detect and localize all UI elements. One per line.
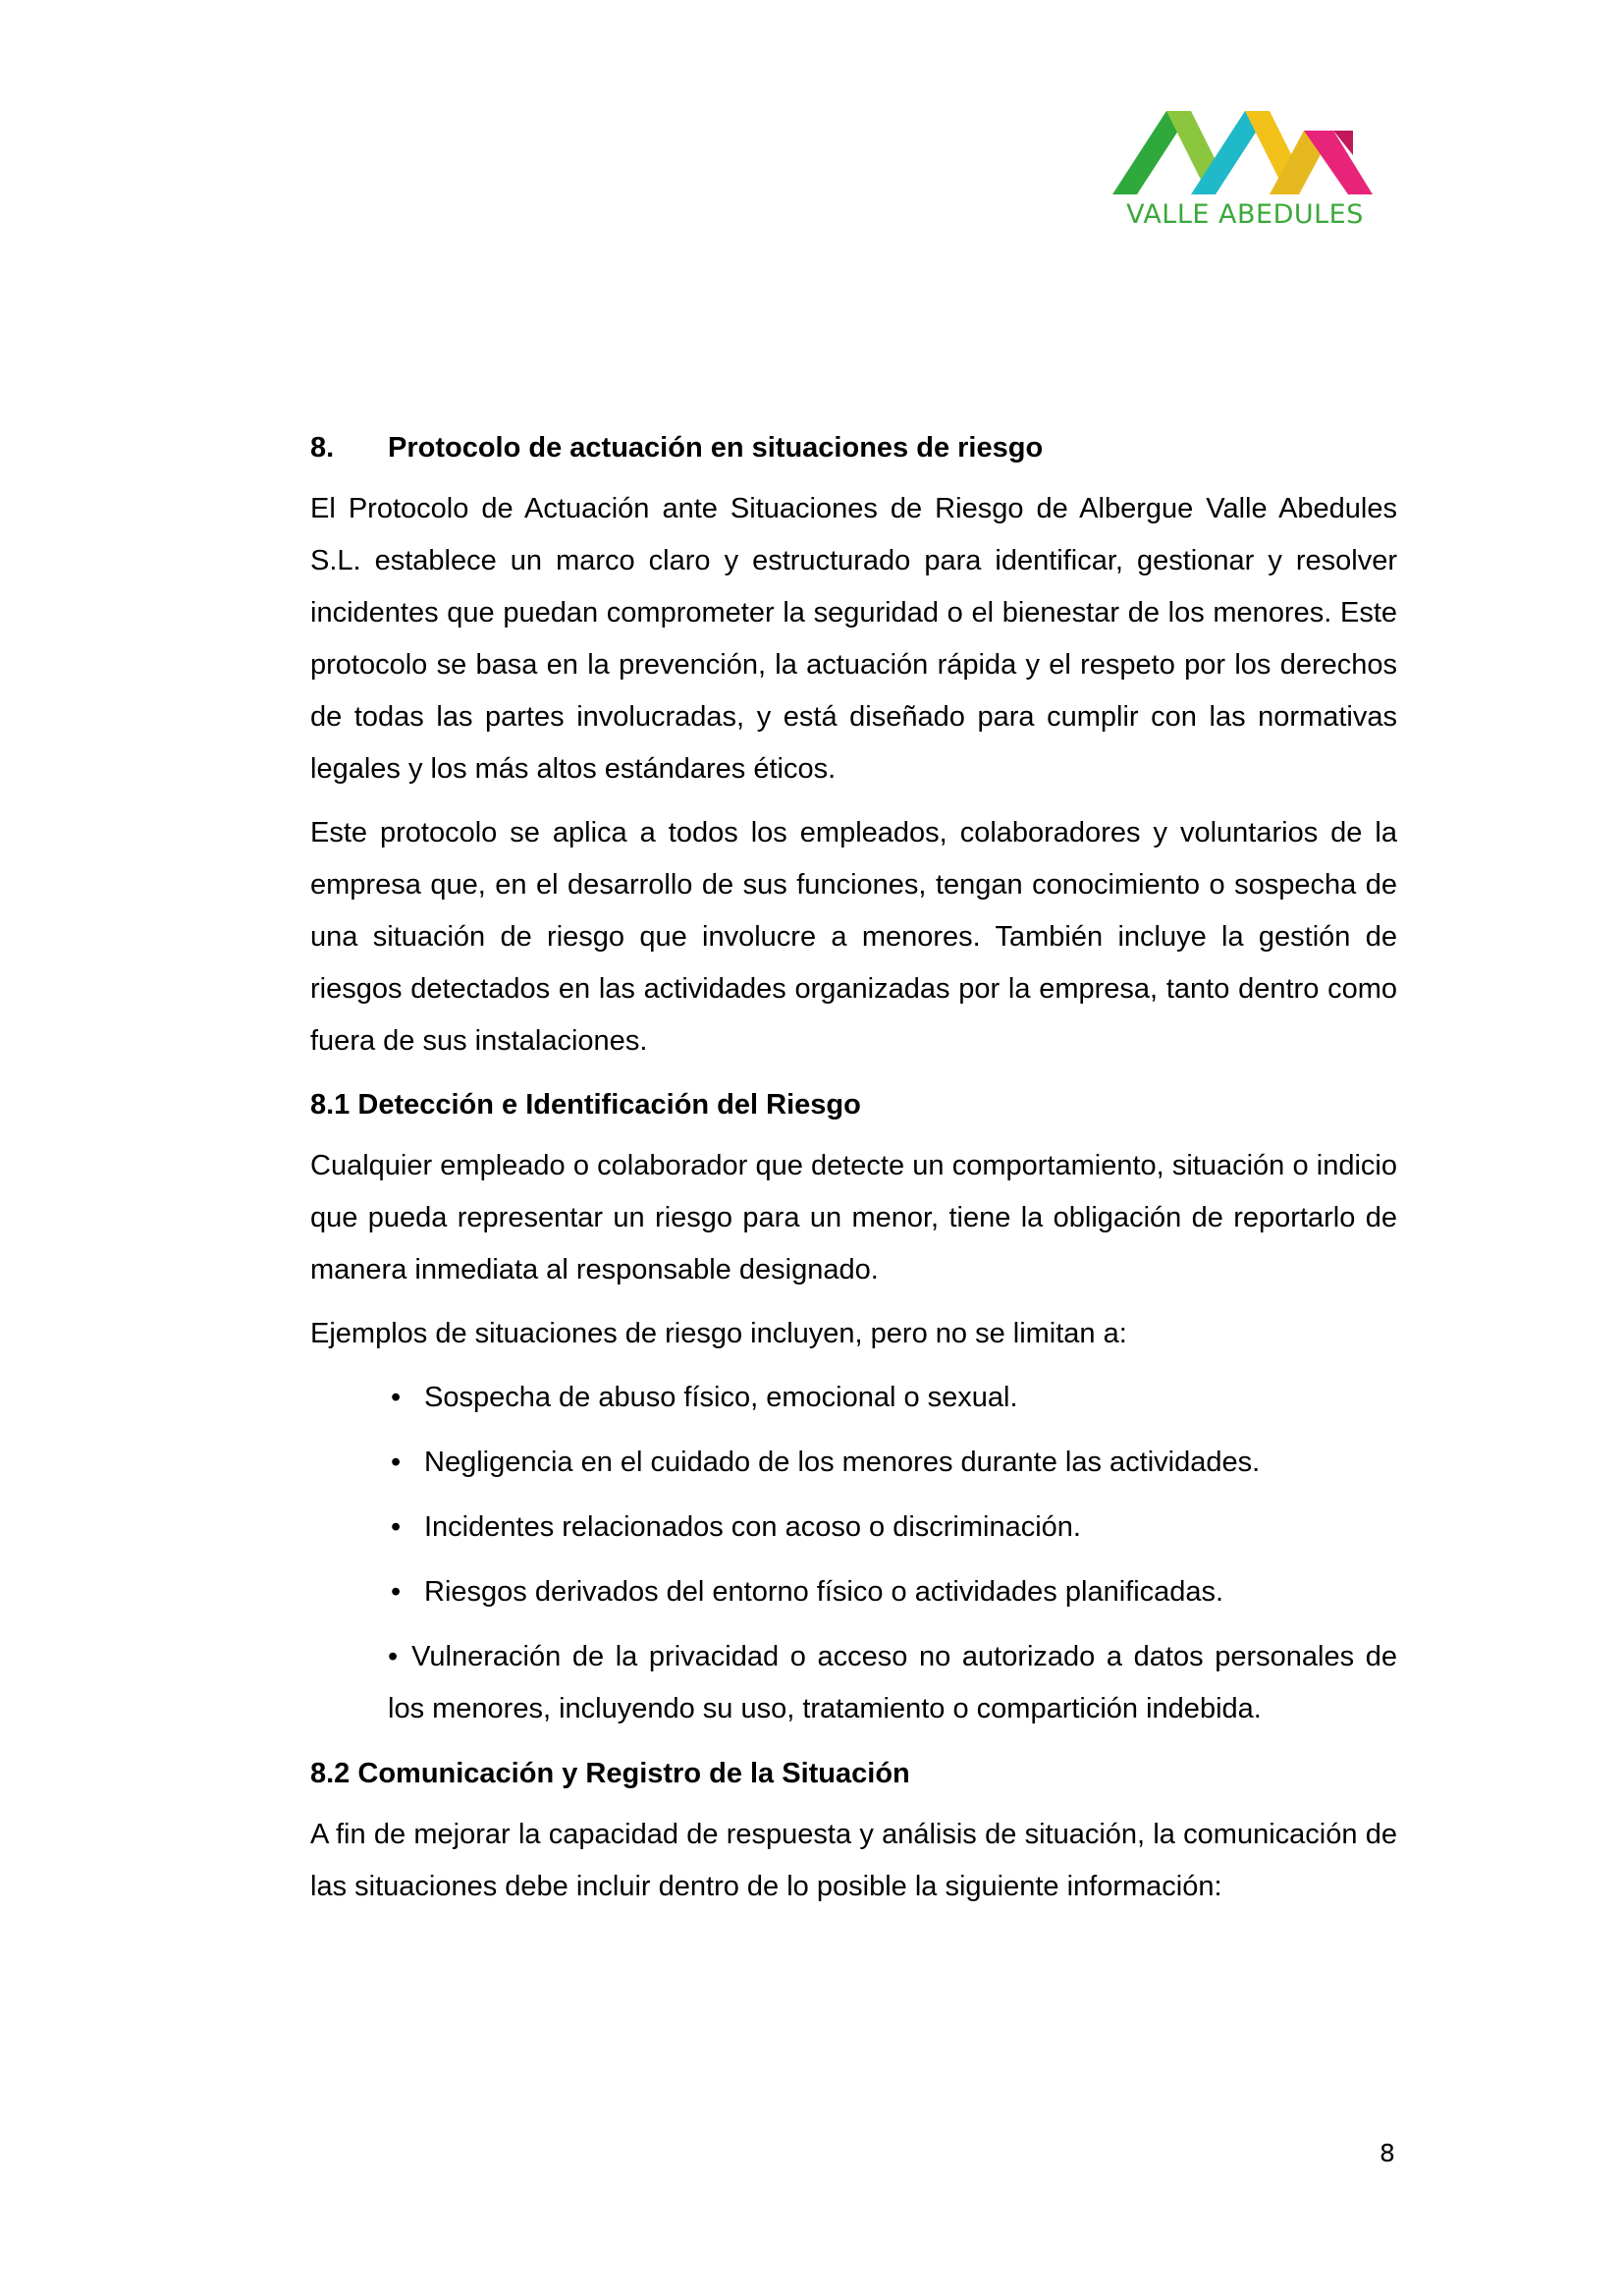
subsection-heading: 8.2 Comunicación y Registro de la Situación [310, 1758, 910, 1789]
list-item: • Sospecha de abuso físico, emocional o sexual. [310, 1372, 1397, 1424]
company-logo [1098, 101, 1392, 239]
subsection-heading: 8.1 Detección e Identificación del Riesgo [310, 1089, 861, 1121]
paragraph: El Protocolo de Actuación ante Situaciones de Riesgo de Albergue Valle Abedules S.L. establece un marco claro y estructurado para identificar, gestionar y resolver incidentes que puedan comprometer la seguridad o el bienestar de los menores. Este protocolo se basa en la prevención, la actuación rápida y el respeto por los derechos de todas las partes involucradas, y está diseñado para cumplir con las normativas legales y los más altos estándares éticos. [310, 493, 1397, 785]
bullet-icon: • [391, 1511, 402, 1543]
paragraph: Cualquier empleado o colaborador que detecte un comportamiento, situación o indicio que pueda representar un riesgo para un menor, tiene la obligación de reportarlo de manera inmediata al responsable designado. [310, 1150, 1397, 1285]
bullet-icon: • [391, 1576, 402, 1608]
logo-mountains-icon [1098, 101, 1392, 199]
risk-examples-list [310, 1372, 1397, 1735]
page-number: 8 [1380, 2139, 1395, 2167]
paragraph: Ejemplos de situaciones de riesgo incluyen, pero no se limitan a: [310, 1318, 1127, 1349]
logo-text: VALLE ABEDULES [1126, 199, 1364, 230]
list-item: • Vulneración de la privacidad o acceso no autorizado a datos personales de los menores, incluyendo su uso, tratamiento o compartición indebida. [388, 1641, 1397, 1724]
document-body [310, 422, 1397, 1925]
list-item: • Incidentes relacionados con acoso o discriminación. [310, 1502, 1397, 1554]
list-item: • Negligencia en el cuidado de los menores durante las actividades. [310, 1437, 1397, 1489]
list-item: • Riesgos derivados del entorno físico o actividades planificadas. [310, 1566, 1397, 1618]
bullet-icon: • [391, 1382, 402, 1413]
section-heading [310, 422, 1397, 474]
paragraph: Este protocolo se aplica a todos los empleados, colaboradores y voluntarios de la empresa que, en el desarrollo de sus funciones, tengan conocimiento o sospecha de una situación de riesgo que involucre a menores. También incluye la gestión de riesgos detectados en las actividades organizadas por la empresa, tanto dentro como fuera de sus instalaciones. [310, 817, 1397, 1057]
section-number: 8. [310, 432, 335, 464]
paragraph: A fin de mejorar la capacidad de respuesta y análisis de situación, la comunicación de las situaciones debe incluir dentro de lo posible la siguiente información: [310, 1819, 1397, 1902]
bullet-icon: • [388, 1641, 399, 1672]
bullet-icon: • [391, 1447, 402, 1478]
section-title: Protocolo de actuación en situaciones de riesgo [388, 432, 1044, 464]
